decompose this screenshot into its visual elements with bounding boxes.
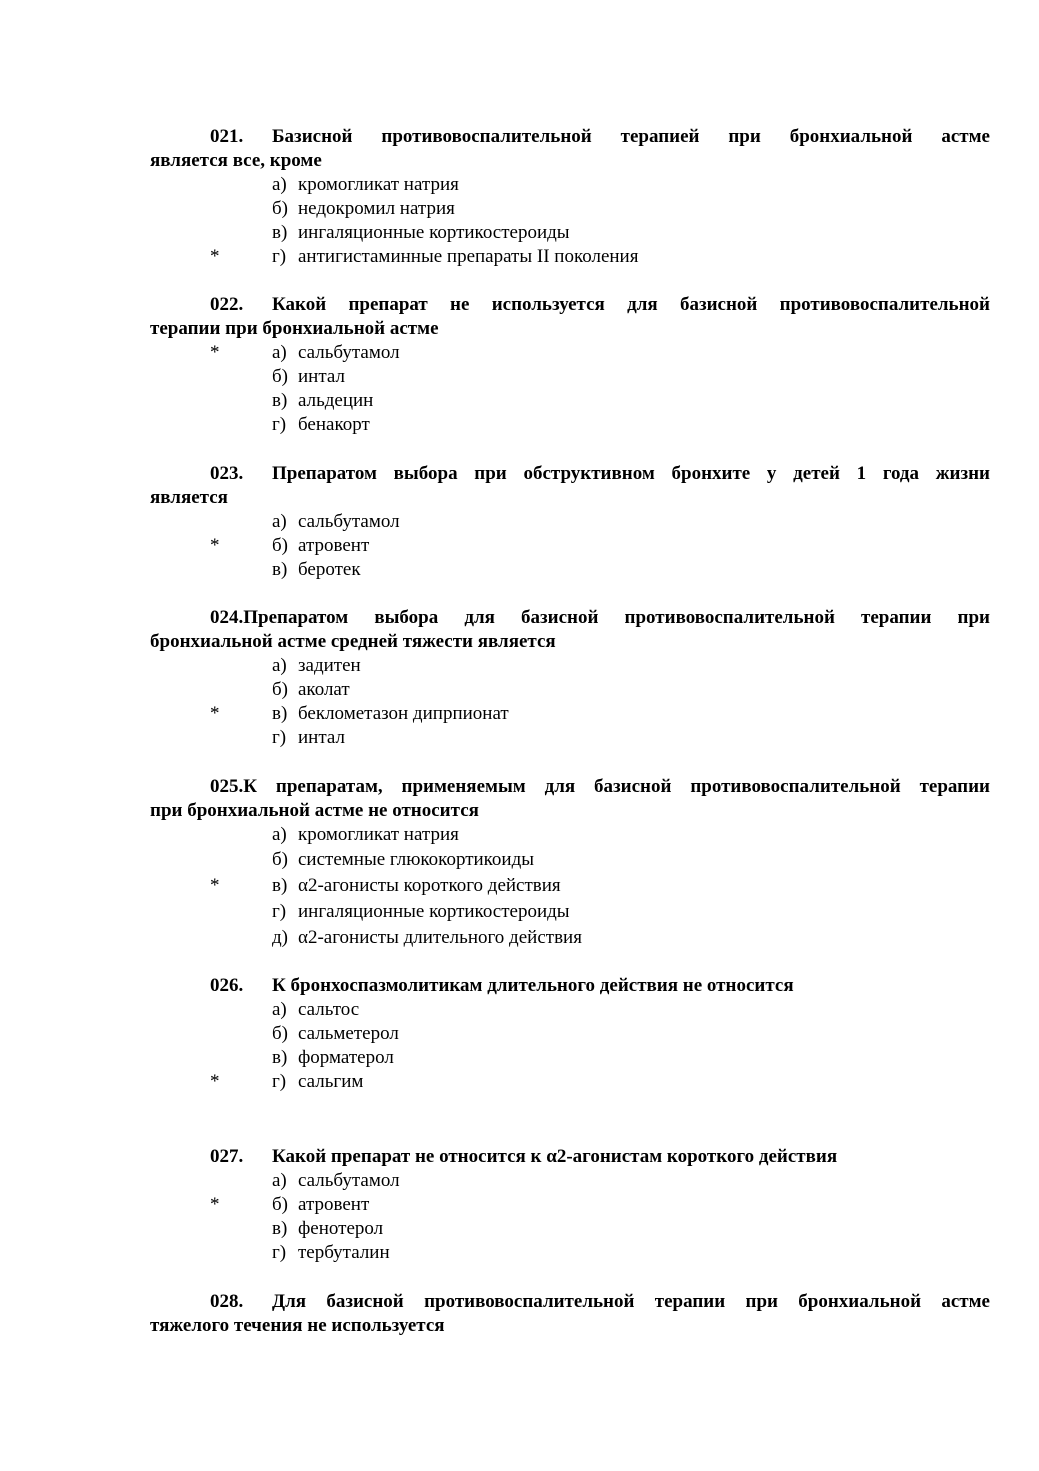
option-letter: в)	[272, 703, 288, 724]
option-letter: в)	[272, 559, 288, 580]
option-text: ингаляционные кортикостероиды	[298, 901, 570, 922]
option-letter: а)	[272, 511, 287, 532]
option-text: сальтос	[298, 999, 360, 1020]
option-text: антигистаминные препараты II поколения	[298, 246, 639, 267]
option-letter: а)	[272, 824, 287, 845]
option-text: бенакорт	[298, 414, 370, 435]
option-letter: в)	[272, 1218, 288, 1239]
answer-options	[150, 1169, 990, 1265]
question-text-line2: терапии при бронхиальной астме	[150, 318, 439, 339]
question-title	[150, 462, 990, 510]
option-text: недокромил натрия	[298, 198, 455, 219]
answer-options	[150, 654, 990, 750]
answer-options	[150, 823, 990, 951]
question-022	[150, 293, 990, 437]
answer-option	[150, 702, 990, 726]
option-letter: г)	[272, 414, 287, 435]
question-025	[150, 775, 990, 951]
answer-option	[150, 1241, 990, 1265]
option-text: тербуталин	[298, 1242, 390, 1263]
option-letter: в)	[272, 1047, 288, 1068]
option-letter: в)	[272, 875, 288, 896]
question-027	[150, 1145, 990, 1265]
option-letter: б)	[272, 198, 288, 219]
question-title	[150, 974, 990, 998]
question-text-line2: при бронхиальной астме не относится	[150, 800, 479, 821]
question-text-line1: Препаратом выбора для базисной противовоспалительной терапии при	[243, 607, 990, 628]
correct-mark: *	[210, 342, 220, 363]
answer-option	[150, 173, 990, 197]
option-letter: а)	[272, 999, 287, 1020]
question-number: 023.	[210, 463, 244, 484]
option-letter: а)	[272, 655, 287, 676]
answer-option	[150, 245, 990, 269]
question-text-line2: является	[150, 487, 228, 508]
question-title	[150, 775, 990, 823]
answer-options	[150, 510, 990, 582]
option-letter: г)	[272, 727, 287, 748]
answer-options	[150, 998, 990, 1094]
question-text-line1: Для базисной противовоспалительной терапии при бронхиальной астме	[272, 1291, 990, 1312]
correct-mark: *	[210, 1194, 220, 1215]
answer-option	[150, 654, 990, 678]
answer-option	[150, 925, 990, 951]
question-text-line1: Какой препарат не используется для базисной противовоспалительной	[272, 294, 990, 315]
answer-options	[150, 341, 990, 437]
answer-option	[150, 365, 990, 389]
answer-option	[150, 197, 990, 221]
question-text-line2: бронхиальной астме средней тяжести является	[150, 631, 556, 652]
option-text: аколат	[298, 679, 350, 700]
option-text: кромогликат натрия	[298, 174, 459, 195]
option-text: системные глюкокортикоиды	[298, 849, 535, 870]
question-text-line1: Базисной противовоспалительной терапией при бронхиальной астме	[272, 126, 990, 147]
correct-mark: *	[210, 703, 220, 724]
option-letter: б)	[272, 849, 288, 870]
answer-option	[150, 823, 990, 847]
option-letter: б)	[272, 366, 288, 387]
option-text: беклометазон дипрпионат	[298, 703, 509, 724]
option-text: альдецин	[298, 390, 374, 411]
answer-option	[150, 534, 990, 558]
option-text: атровент	[298, 535, 370, 556]
answer-option	[150, 998, 990, 1022]
answer-option	[150, 1217, 990, 1241]
question-026	[150, 974, 990, 1094]
correct-mark: *	[210, 1071, 220, 1092]
option-text: атровент	[298, 1194, 370, 1215]
option-text: интал	[298, 727, 345, 748]
option-text: форматерол	[298, 1047, 394, 1068]
answer-options	[150, 173, 990, 269]
option-text: сальбутамол	[298, 342, 400, 363]
option-text: α2-агонисты длительного действия	[298, 927, 582, 948]
question-024	[150, 606, 990, 750]
question-number: 026.	[210, 975, 244, 996]
option-letter: б)	[272, 679, 288, 700]
option-letter: а)	[272, 174, 287, 195]
option-text: ингаляционные кортикостероиды	[298, 222, 570, 243]
question-title	[150, 1290, 990, 1338]
option-letter: г)	[272, 1242, 287, 1263]
option-text: α2-агонисты короткого действия	[298, 875, 561, 896]
question-number: 021.	[210, 126, 244, 147]
correct-mark: *	[210, 246, 220, 267]
answer-option	[150, 899, 990, 925]
answer-option	[150, 1046, 990, 1070]
answer-option	[150, 873, 990, 899]
option-text: кромогликат натрия	[298, 824, 459, 845]
option-letter: д)	[272, 927, 288, 948]
answer-option	[150, 1169, 990, 1193]
option-letter: г)	[272, 901, 287, 922]
option-letter: г)	[272, 246, 287, 267]
question-title	[150, 293, 990, 341]
answer-option	[150, 413, 990, 437]
answer-option	[150, 678, 990, 702]
question-023	[150, 462, 990, 582]
question-title	[150, 125, 990, 173]
answer-option	[150, 1022, 990, 1046]
question-number: 027.	[210, 1146, 244, 1167]
question-title	[150, 606, 990, 654]
answer-option	[150, 558, 990, 582]
option-letter: б)	[272, 1194, 288, 1215]
answer-option	[150, 221, 990, 245]
answer-option	[150, 389, 990, 413]
question-text-line1: К бронхоспазмолитикам длительного действия не относится	[272, 975, 794, 996]
question-028	[150, 1290, 990, 1338]
option-text: сальбутамол	[298, 511, 400, 532]
question-number: 024.	[210, 607, 244, 628]
correct-mark: *	[210, 535, 220, 556]
answer-option	[150, 1070, 990, 1094]
answer-option	[150, 726, 990, 750]
option-text: фенотерол	[298, 1218, 384, 1239]
option-text: беротек	[298, 559, 361, 580]
option-letter: а)	[272, 342, 287, 363]
option-letter: б)	[272, 535, 288, 556]
option-letter: в)	[272, 390, 288, 411]
question-text-line1: К препаратам, применяемым для базисной противовоспалительной терапии	[243, 776, 990, 797]
question-title	[150, 1145, 990, 1169]
answer-option	[150, 847, 990, 873]
option-text: сальгим	[298, 1071, 364, 1092]
question-text-line1: Препаратом выбора при обструктивном бронхите у детей 1 года жизни	[272, 463, 990, 484]
answer-option	[150, 510, 990, 534]
question-text-line2: является все, кроме	[150, 150, 322, 171]
question-021	[150, 125, 990, 269]
option-text: сальбутамол	[298, 1170, 400, 1191]
option-letter: а)	[272, 1170, 287, 1191]
correct-mark: *	[210, 875, 220, 896]
question-text-line1: Какой препарат не относится к α2-агонистам короткого действия	[272, 1146, 838, 1167]
option-letter: б)	[272, 1023, 288, 1044]
option-letter: в)	[272, 222, 288, 243]
option-text: интал	[298, 366, 345, 387]
option-text: сальметерол	[298, 1023, 399, 1044]
question-number: 028.	[210, 1291, 244, 1312]
question-number: 022.	[210, 294, 244, 315]
option-letter: г)	[272, 1071, 287, 1092]
question-number: 025.	[210, 776, 244, 797]
question-text-line2: тяжелого течения не используется	[150, 1315, 445, 1336]
option-text: задитен	[298, 655, 361, 676]
answer-option	[150, 341, 990, 365]
answer-option	[150, 1193, 990, 1217]
